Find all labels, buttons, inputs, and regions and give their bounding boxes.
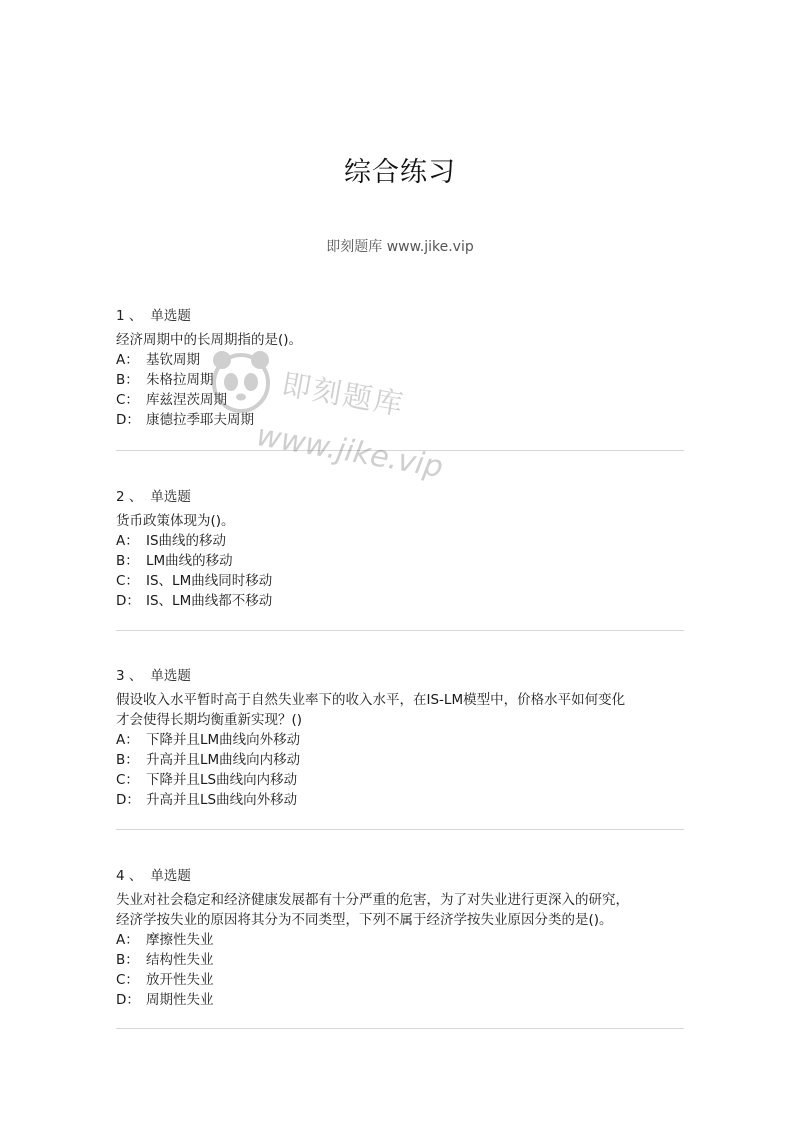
question-stem-line-2: 才会使得长期均衡重新实现？() bbox=[116, 712, 303, 728]
question-number: 1 、 bbox=[116, 308, 143, 324]
option-text: 升高并且LM曲线向内移动 bbox=[146, 752, 301, 768]
option-b[interactable] bbox=[116, 750, 686, 770]
option-b[interactable] bbox=[116, 551, 686, 571]
option-text: 朱格拉周期 bbox=[146, 372, 214, 388]
option-letter: C： bbox=[116, 772, 139, 788]
option-text: IS、LM曲线都不移动 bbox=[146, 593, 273, 609]
question-4 bbox=[116, 866, 686, 1010]
question-header bbox=[116, 866, 686, 886]
question-header bbox=[116, 487, 686, 507]
question-divider bbox=[116, 450, 684, 451]
question-divider bbox=[116, 1028, 684, 1029]
option-letter: C： bbox=[116, 392, 139, 408]
option-d[interactable] bbox=[116, 410, 686, 430]
question-divider bbox=[116, 829, 684, 830]
option-text: IS、LM曲线同时移动 bbox=[146, 573, 273, 589]
option-letter: A： bbox=[116, 533, 139, 549]
question-stem: 货币政策体现为()。 bbox=[116, 513, 235, 529]
question-type: 单选题 bbox=[150, 308, 191, 324]
option-text: 康德拉季耶夫周期 bbox=[146, 412, 254, 428]
watermark-url: www.jike.vip bbox=[253, 418, 446, 486]
page-subtitle: 即刻题库 www.jike.vip bbox=[326, 239, 474, 255]
option-b[interactable] bbox=[116, 950, 686, 970]
option-c[interactable] bbox=[116, 571, 686, 591]
question-3 bbox=[116, 666, 686, 810]
option-text: 升高并且LS曲线向外移动 bbox=[146, 792, 298, 808]
option-text: IS曲线的移动 bbox=[146, 533, 227, 549]
question-stem-line-1: 假设收入水平暂时高于自然失业率下的收入水平，在IS-LM模型中，价格水平如何变化 bbox=[116, 692, 626, 708]
option-letter: C： bbox=[116, 972, 139, 988]
option-c[interactable] bbox=[116, 970, 686, 990]
question-header bbox=[116, 666, 686, 686]
option-text: LM曲线的移动 bbox=[146, 553, 233, 569]
option-text: 基钦周期 bbox=[146, 352, 200, 368]
option-letter: A： bbox=[116, 932, 139, 948]
option-letter: A： bbox=[116, 352, 139, 368]
question-1 bbox=[116, 306, 686, 430]
option-text: 库兹涅茨周期 bbox=[146, 392, 227, 408]
question-stem-line-2: 经济学按失业的原因将其分为不同类型，下列不属于经济学按失业原因分类的是()。 bbox=[116, 912, 613, 928]
question-type: 单选题 bbox=[150, 868, 191, 884]
option-letter: B： bbox=[116, 553, 139, 569]
question-type: 单选题 bbox=[150, 668, 191, 684]
option-text: 摩擦性失业 bbox=[146, 932, 214, 948]
option-a[interactable] bbox=[116, 350, 686, 370]
option-c[interactable] bbox=[116, 770, 686, 790]
option-d[interactable] bbox=[116, 790, 686, 810]
option-text: 下降并且LM曲线向外移动 bbox=[146, 732, 301, 748]
question-divider bbox=[116, 630, 684, 631]
option-letter: B： bbox=[116, 372, 139, 388]
page-title: 综合练习 bbox=[344, 157, 456, 188]
option-letter: B： bbox=[116, 952, 139, 968]
option-letter: A： bbox=[116, 732, 139, 748]
option-letter: C： bbox=[116, 573, 139, 589]
option-letter: D： bbox=[116, 412, 140, 428]
option-d[interactable] bbox=[116, 591, 686, 611]
option-a[interactable] bbox=[116, 531, 686, 551]
option-text: 放开性失业 bbox=[146, 972, 214, 988]
option-a[interactable] bbox=[116, 730, 686, 750]
option-letter: D： bbox=[116, 992, 140, 1008]
option-a[interactable] bbox=[116, 930, 686, 950]
option-letter: B： bbox=[116, 752, 139, 768]
question-number: 2 、 bbox=[116, 489, 143, 505]
option-letter: D： bbox=[116, 593, 140, 609]
option-text: 周期性失业 bbox=[146, 992, 214, 1008]
question-number: 4 、 bbox=[116, 868, 143, 884]
question-number: 3 、 bbox=[116, 668, 143, 684]
question-type: 单选题 bbox=[150, 489, 191, 505]
question-header bbox=[116, 306, 686, 326]
option-letter: D： bbox=[116, 792, 140, 808]
option-b[interactable] bbox=[116, 370, 686, 390]
option-text: 下降并且LS曲线向内移动 bbox=[146, 772, 298, 788]
question-2 bbox=[116, 487, 686, 611]
option-d[interactable] bbox=[116, 990, 686, 1010]
watermark-text: 即刻题库 bbox=[279, 366, 408, 422]
question-stem: 经济周期中的长周期指的是()。 bbox=[116, 332, 303, 348]
question-stem-line-1: 失业对社会稳定和经济健康发展都有十分严重的危害，为了对失业进行更深入的研究， bbox=[116, 892, 629, 908]
option-c[interactable] bbox=[116, 390, 686, 410]
option-text: 结构性失业 bbox=[146, 952, 214, 968]
